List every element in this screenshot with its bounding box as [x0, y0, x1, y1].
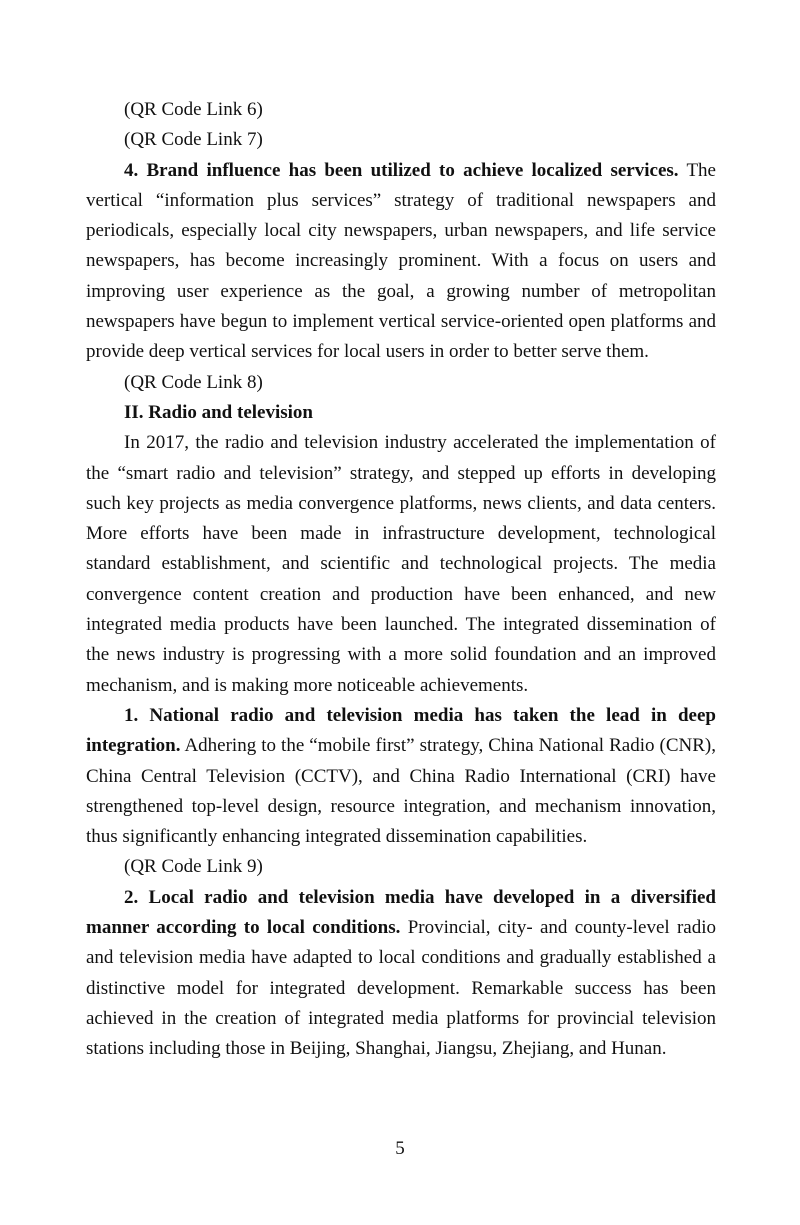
qr-code-link-9: (QR Code Link 9) [124, 856, 263, 878]
qr-code-link-8: (QR Code Link 8) [124, 371, 263, 393]
point-4-body: The vertical “information plus services” strategy of traditional newspapers and periodicals, especially local city newspapers, urban newspapers, and life service newspapers, has become increasingly prominent. With a focus on users and improving user experience as the goal, a growing number of metropolitan newspapers have begun to implement vertical service-oriented open platforms and provide deep vertical services for local users in order to better serve them. [86, 159, 716, 363]
point-1-lead: 1. National radio and television media has taken the lead in deep integration. [86, 704, 716, 757]
point-2-lead: 2. Local radio and television media have developed in a diversified manner according to local conditions. [86, 886, 716, 939]
point-2-body: Provincial, city- and county-level radio and television media have adapted to local conditions and gradually established a distinctive model for integrated development. Remarkable success has been achieved in the creation of integrated media platforms for provincial television stations including those in Beijing, Shanghai, Jiangsu, Zhejiang, and Hunan. [86, 917, 716, 1060]
page-number: 5 [395, 1138, 405, 1159]
point-4-lead: 4. Brand influence has been utilized to achieve localized services. [124, 159, 679, 181]
qr-code-link-7: (QR Code Link 7) [124, 129, 263, 151]
paragraph-brand-influence [86, 156, 716, 368]
paragraph-national-media [86, 701, 716, 852]
qr-code-link-6: (QR Code Link 6) [124, 99, 263, 120]
page-body [86, 95, 716, 1065]
point-1-body: Adhering to the “mobile first” strategy, China National Radio (CNR), China Central Television (CCTV), and China Radio International (CRI) have strengthened top-level design, resource integration, and mechanism innovation, thus significantly enhancing integrated dissemination capabilities. [86, 735, 716, 848]
section-heading: II. Radio and television [124, 401, 313, 423]
intro-paragraph: In 2017, the radio and television industry accelerated the implementation of the “smart radio and television” strategy, and stepped up efforts in developing such key projects as media convergence platforms, news clients, and data centers. More efforts have been made in infrastructure development, technological standard establishment, and scientific and technological projects. The media convergence content creation and production have been enhanced, and new integrated media products have been launched. The integrated dissemination of the news industry is progressing with a more solid foundation and an improved mechanism, and is making more noticeable achievements. [86, 432, 716, 696]
paragraph-local-media [86, 883, 716, 1065]
